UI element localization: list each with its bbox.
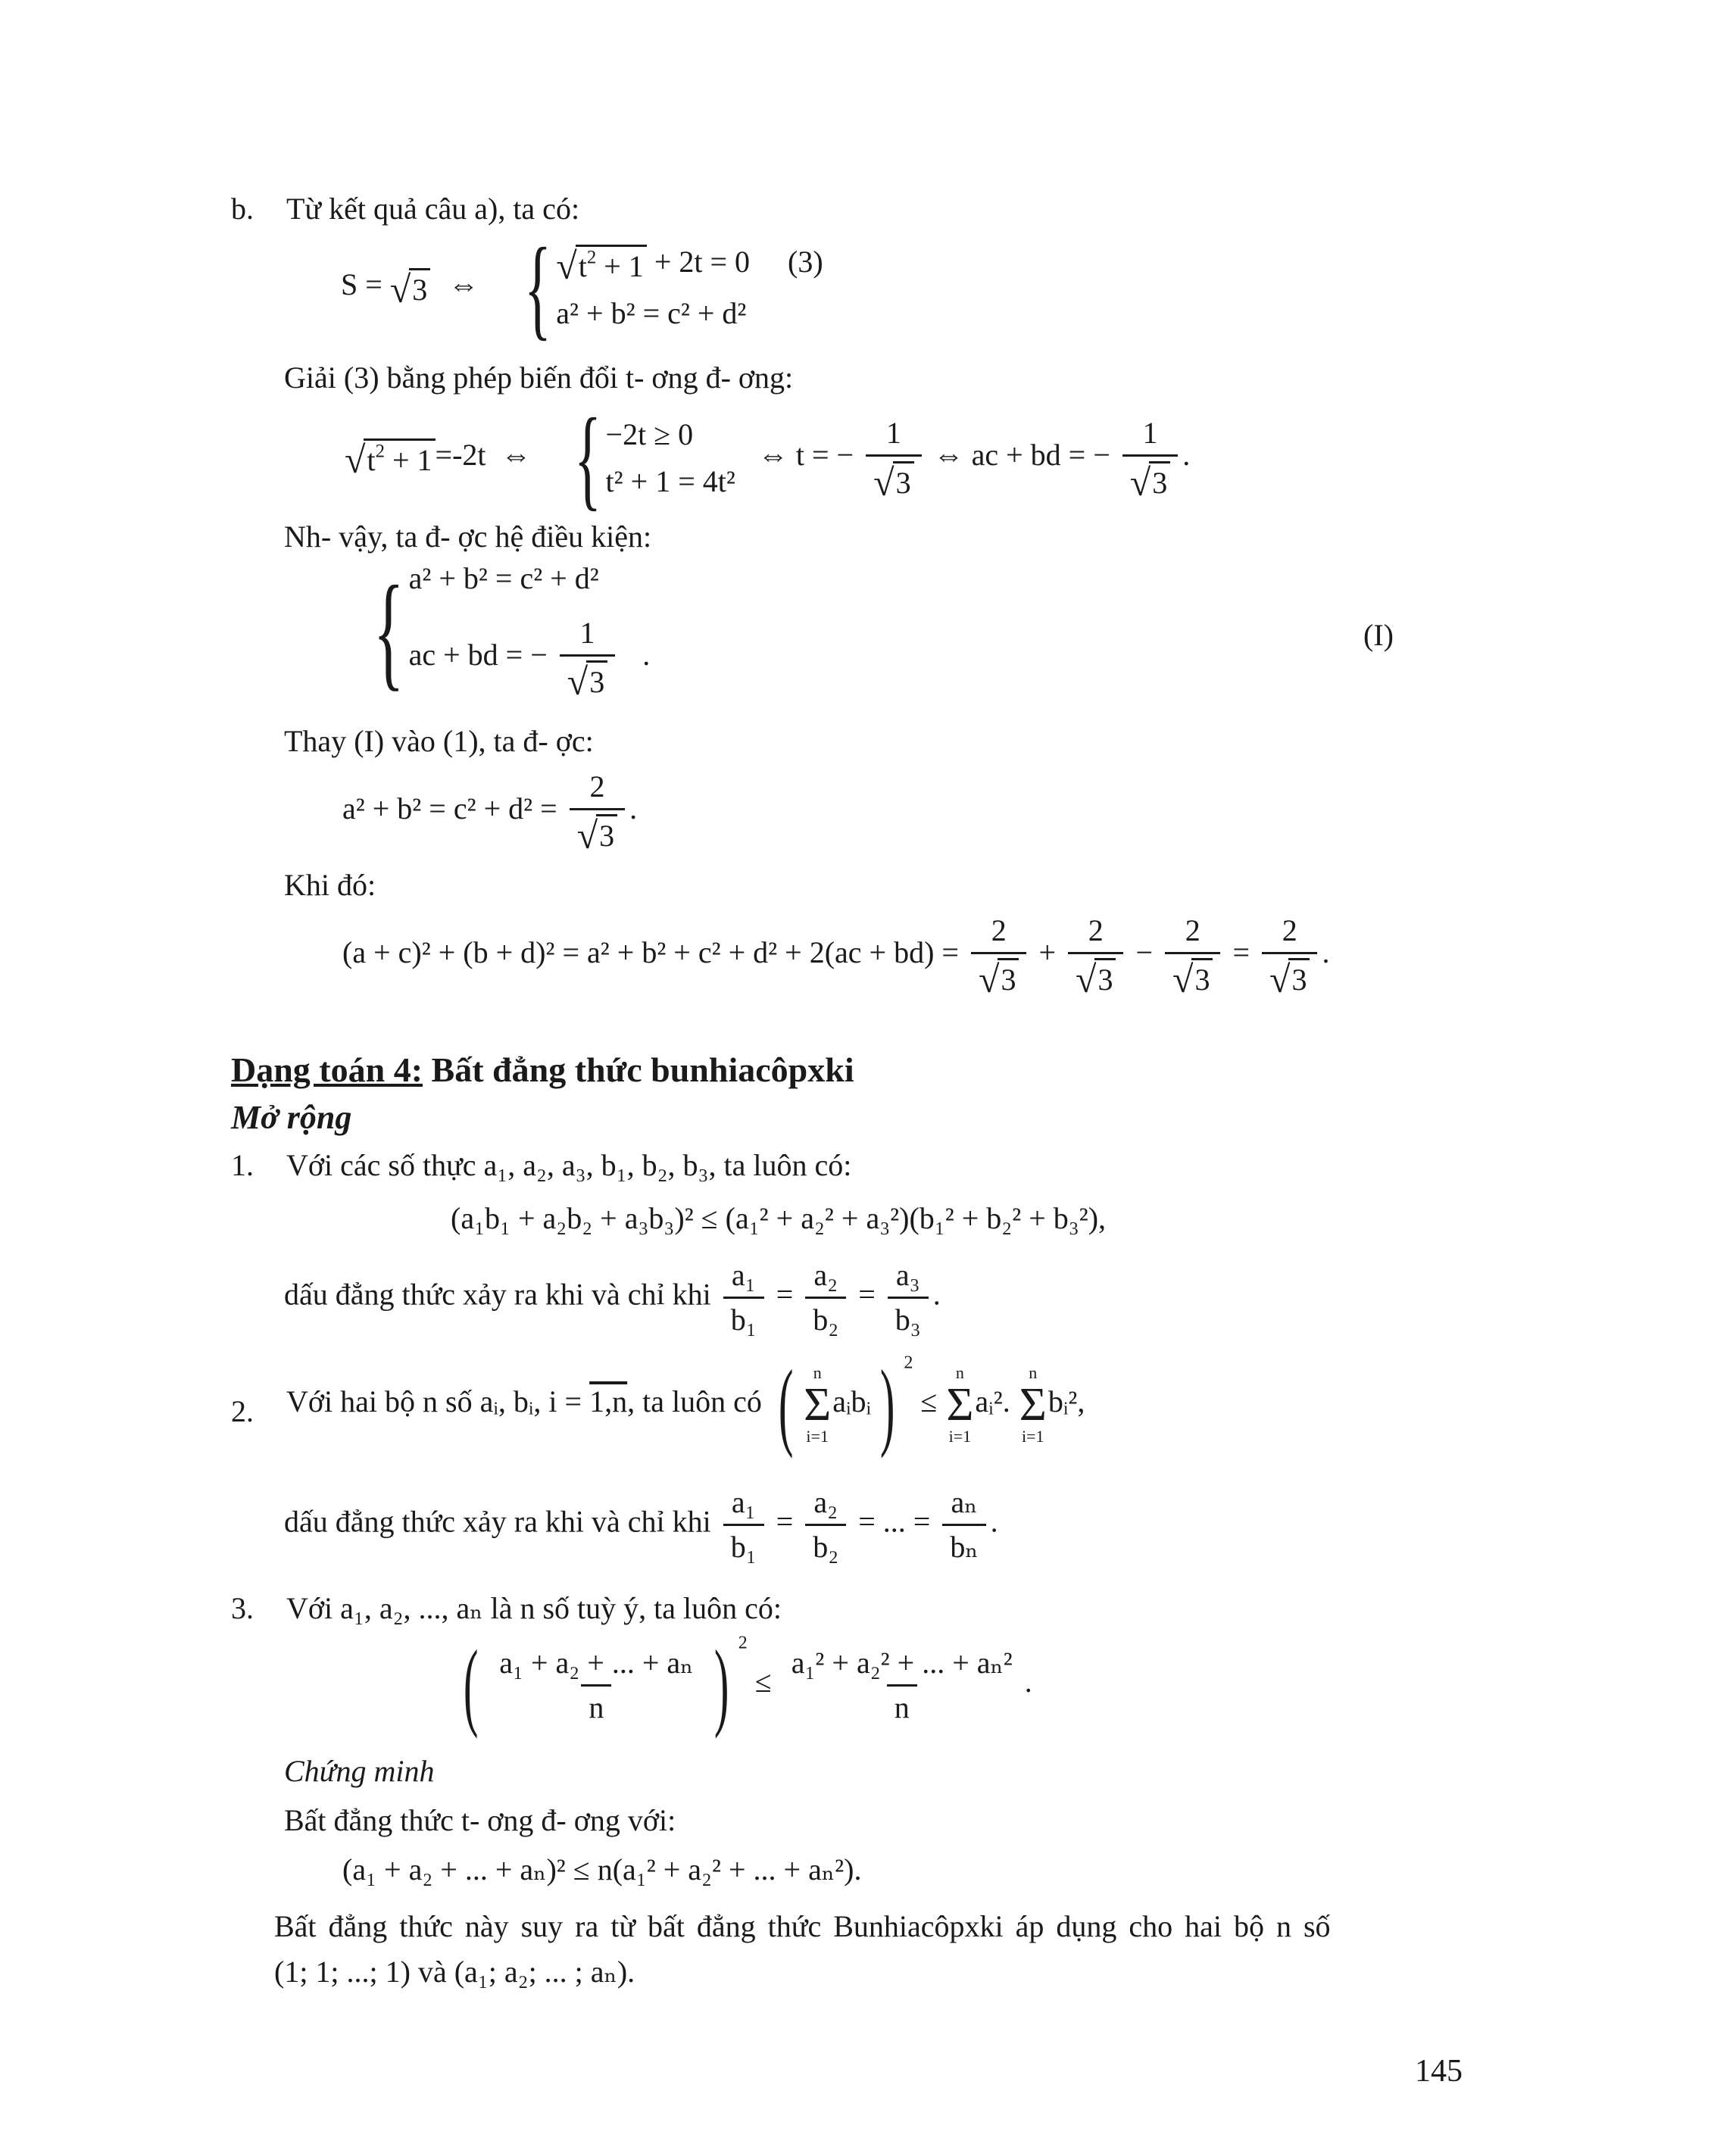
system-3-row-2: a² + b² = c² + d² xyxy=(556,296,747,331)
item-2-equality-condition: dấu đẳng thức xảy ra khi và chỉ khi $\frac{\text{a₁}}{\text{b₁}}$ = $\frac{\text{a₂}}{\text{b₂}}$ = ... = $\frac{\text{aₙ}}{\text{bₙ}}$ . xyxy=(284,1485,998,1564)
item-3-inequality: ( $\frac{\text{a₁ + a₂ + ... + aₙ}}{n}$ ) $^2$ ≤ $\frac{\text{a₁² + a₂² + ... + aₙ²}}{n}$ . xyxy=(463,1631,1032,1740)
section-title: Bất đẳng thức bunhiacôpxki xyxy=(431,1050,854,1089)
proof-text: Bất đẳng thức t- ơng đ- ơng với: xyxy=(284,1803,676,1837)
sqrt-3: √ 3 xyxy=(390,268,430,308)
system-i-intro: Nh- vậy, ta đ- ợc hệ điều kiện: xyxy=(284,520,652,554)
section-label: Dạng toán 4: xyxy=(231,1050,423,1089)
solve-lhs-tail: =-2t xyxy=(435,438,486,473)
system-i-row-2: ac + bd = − 1 √ 3 . xyxy=(408,616,651,704)
solve-intro: Giải (3) bằng phép biến đổi t- ơng đ- ơng: xyxy=(284,360,794,395)
part-b-label: b. xyxy=(231,192,254,226)
section-subtitle: Mở rộng xyxy=(231,1099,352,1136)
part-b-intro: Từ kết quả câu a), ta có: xyxy=(286,192,580,226)
item-1-inequality: (a₁b₁ + a₂b₂ + a₃b₃)² ≤ (a₁² + a₂² + a₃²)(b₁² + b₂² + b₃²), xyxy=(451,1201,1107,1235)
proof-title: Chứng minh xyxy=(284,1754,435,1788)
item-3-number: 3. xyxy=(231,1591,254,1625)
s-lhs: S = xyxy=(341,267,382,302)
item-3-text: Với a₁, a₂, ..., aₙ là n số tuỳ ý, ta luôn có: xyxy=(286,1591,782,1625)
solve-conditions: { −2t ≥ 0 t² + 1 = 4t² xyxy=(573,395,735,521)
condition-2: t² + 1 = 4t² xyxy=(605,464,735,498)
system-3: { √ $t^2 + 1$ + 2t = 0 (3) a² + b² = c² + d² xyxy=(524,225,823,351)
system-i: { a² + b² = c² + d² ac + bd = − 1 √ 3 . xyxy=(373,559,651,704)
system-i-row-1: a² + b² = c² + d² xyxy=(408,561,599,595)
system-3-row-1: √ $t^2 + 1$ + 2t = 0 (3) xyxy=(556,244,823,288)
fraction-1-over-sqrt3: 1 √ 3 xyxy=(1122,415,1178,501)
item-1-text: Với các số thực a₁, a₂, a₃, b₁, b₂, b₃, ta luôn có: xyxy=(286,1148,852,1182)
fraction-1-over-sqrt3: 1 √ 3 xyxy=(866,415,921,501)
condition-1: −2t ≥ 0 xyxy=(605,417,694,451)
conclusion-line-1: Bất đẳng thức này suy ra từ bất đẳng thức Bunhiacôpxki áp dụng cho hai bộ n số xyxy=(274,1909,1331,1943)
t-equals: ⇔ t = − xyxy=(757,438,854,473)
proof-equation: (a₁ + a₂ + ... + aₙ)² ≤ n(a₁² + a₂² + ... + aₙ²). xyxy=(342,1852,862,1886)
item-1-equality-condition: dấu đẳng thức xảy ra khi và chỉ khi $\frac{\text{a₁}}{\text{b₁}}$ = $\frac{\text{a₂}}{\text{b₂}}$ = $\frac{\text{a₃}}{\text{b₃}}$ . xyxy=(284,1258,941,1337)
substitute-intro: Thay (I) vào (1), ta đ- ợc: xyxy=(284,724,594,758)
then-intro: Khi đó: xyxy=(284,868,376,902)
substitute-equation: a² + b² = c² + d² = 2 √ 3 . xyxy=(342,769,638,857)
tag-i: (I) xyxy=(1363,618,1394,652)
final-equation: (a + c)² + (b + d)² = a² + b² + c² + d² + 2(ac + bd) = 2 √ 3 + 2 √ 3 − 2 √ 3 = 2 √ 3 . xyxy=(342,913,1330,1001)
acbd-equals: ⇔ ac + bd = − xyxy=(933,438,1110,473)
conclusion-line-2: (1; 1; ...; 1) và (a₁; a₂; ... ; aₙ). xyxy=(274,1955,635,1989)
item-1-number: 1. xyxy=(231,1148,254,1182)
page-number: 145 xyxy=(1415,2054,1463,2089)
solve-equation: √ $t^2 + 1$ =-2t ⇔ { −2t ≥ 0 t² + 1 = 4t² ⇔ t = − 1 √ 3 ⇔ ac + bd = − 1 √ 3 . xyxy=(345,395,1191,521)
equiv-symbol: ⇔ xyxy=(448,267,479,302)
item-2-statement: Với hai bộ n số aᵢ, bᵢ, i = 1,n, ta luôn có ( n Σ i=1 aᵢbᵢ) $^2$ ≤ n Σ i=1 aᵢ². n Σ i=1 bᵢ², xyxy=(286,1350,1085,1459)
tag-3: (3) xyxy=(788,244,823,279)
item-2-number: 2. xyxy=(231,1394,254,1428)
index-range: 1,n xyxy=(589,1384,628,1419)
section-heading xyxy=(231,1049,854,1091)
s-equation xyxy=(341,225,823,351)
